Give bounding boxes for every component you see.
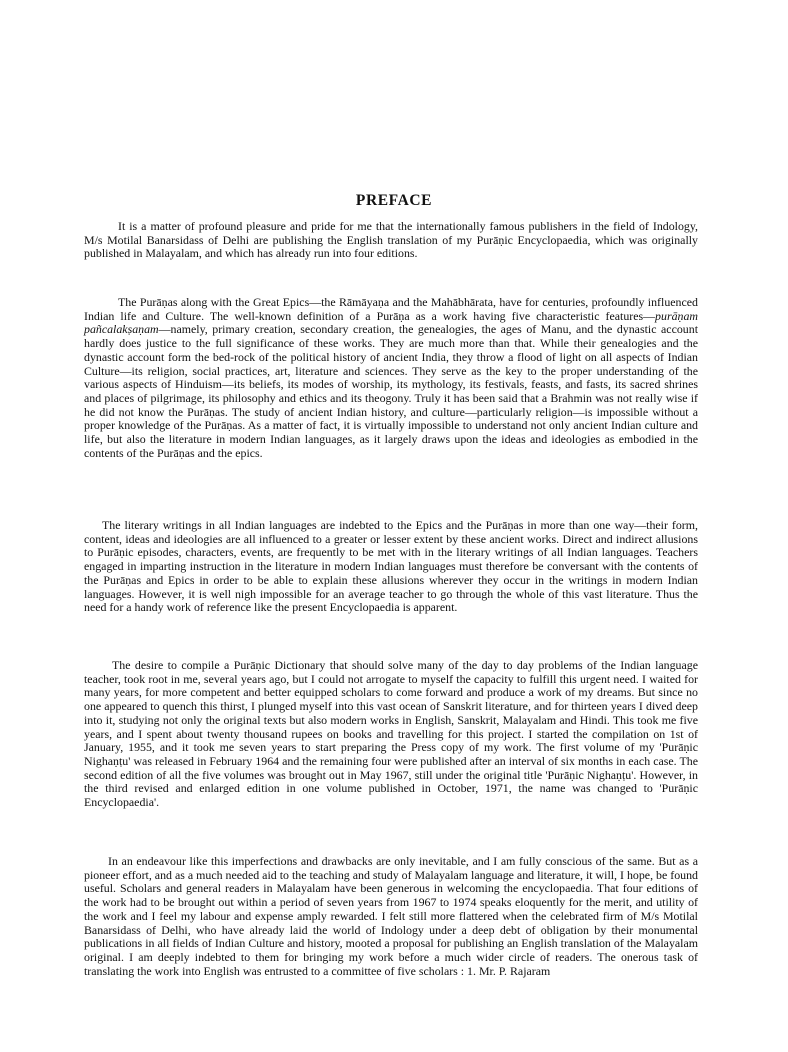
page-title: PREFACE — [355, 192, 433, 209]
paragraph-5: In an endeavour like this imperfections and drawbacks are only inevitable, and I am fully conscious of the same. But as a pioneer effort, and as a much needed aid to the teaching and study of Malayalam language and literature, it will, I hope, be found useful. Scholars and general readers in Malayalam have been generous in welcoming the encyclopaedia. That four editions of the work had to be brought out within a period of seven years from 1967 to 1974 speaks eloquently for the merit, and utility of the work and I feel my labour and expense amply rewarded. I felt still more flattered when the celebrated firm of M/s Motilal Banarsidass of Delhi, who have already laid the world of Indology under a deep debt of obligation by their monumental publications in all fields of Indian Culture and history, mooted a proposal for publishing an English translation of the Malayalam original. I am deeply indebted to them for bringing my work before a much wider circle of readers. The onerous task of translating the work into English was entrusted to a committee of five scholars : 1. Mr. P. Rajaram — [84, 854, 698, 978]
paragraph-1: It is a matter of profound pleasure and pride for me that the internationally famous publishers in the field of Indology, M/s Motilal Banarsidass of Delhi are publishing the English translation of my Purāṇic Encyclopaedia, which was originally published in Malayalam, and which has already run into four editions. — [84, 219, 698, 261]
paragraph-2: The Purāṇas along with the Great Epics—the Rāmāyaṇa and the Mahābhārata, have for centuries, profoundly influenced Indian life and Culture. The well-known definition of a Purāṇa as a work having five characteristic features—purāṇam pañcalakṣaṇam—namely, primary creation, secondary creation, the genealogies, the ages of Manu, and the dynastic account hardly does justice to the full significance of these works. They are much more than that. While their genealogies and the dynastic account form the bed-rock of the political history of ancient India, they throw a flood of light on all aspects of Indian Culture—its religion, social practices, art, literature and sciences. They serve as the key to the proper understanding of the various aspects of Hinduism—its beliefs, its modes of worship, its mythology, its festivals, feasts, and fasts, its sacred shrines and places of pilgrimage, its philosophy and ethics and its theogony. Truly it has been said that a Brahmin was not really wise if he did not know the Purāṇas. The study of ancient Indian history, and culture—particularly religion—is impossible without a proper knowledge of the Purāṇas. As a matter of fact, it is virtually impossible to understand not only ancient Indian culture and life, but also the literature in modern Indian languages, as it largely draws upon the ideas and ideologies as embodied in the contents of the Purāṇas and the epics. — [84, 295, 698, 460]
paragraph-3: The literary writings in all Indian languages are indebted to the Epics and the Purāṇas in more than one way—their form, content, ideas and ideologies are all influenced to a greater or lesser extent by these ancient works. Direct and indirect allusions to Purāṇic episodes, characters, events, are frequently to be met with in the literary writings of all Indian languages. Teachers engaged in imparting instruction in the literature in modern Indian languages must therefore be conversant with the contents of the Purāṇas and Epics in order to be able to explain these allusions wherever they occur in the writings in modern Indian languages. However, it is well nigh impossible for an average teacher to go through the whole of this vast literature. Thus the need for a handy work of reference like the present Encyclopaedia is apparent. — [84, 518, 698, 615]
paragraph-4: The desire to compile a Purāṇic Dictionary that should solve many of the day to day problems of the Indian language teacher, took root in me, several years ago, but I could not arrogate to myself the capacity to fulfill this urgent need. I waited for many years, for more competent and better equipped scholars to come forward and produce a work of my dreams. But since no one appeared to quench this thirst, I plunged myself into this vast ocean of Sanskrit literature, and for thirteen years I dived deep into it, studying not only the original texts but also modern works in English, Sanskrit, Malayalam and Hindi. This took me five years, and I spent about twenty thousand rupees on books and travelling for this project. I started the compilation on 1st of January, 1955, and it took me seven years to start preparing the Press copy of my work. The first volume of my 'Purāṇic Nighaṇṭu' was released in February 1964 and the remaining four were published after an interval of six months in each case. The second edition of all the five volumes was brought out in May 1967, still under the original title 'Purāṇic Nighaṇṭu'. However, in the third revised and enlarged edition in one volume published in October, 1971, the name was changed to 'Purāṇic Encyclopaedia'. — [84, 658, 698, 810]
sanskrit-italic-phrase: purāṇam pañcalakṣaṇam — [84, 308, 698, 337]
